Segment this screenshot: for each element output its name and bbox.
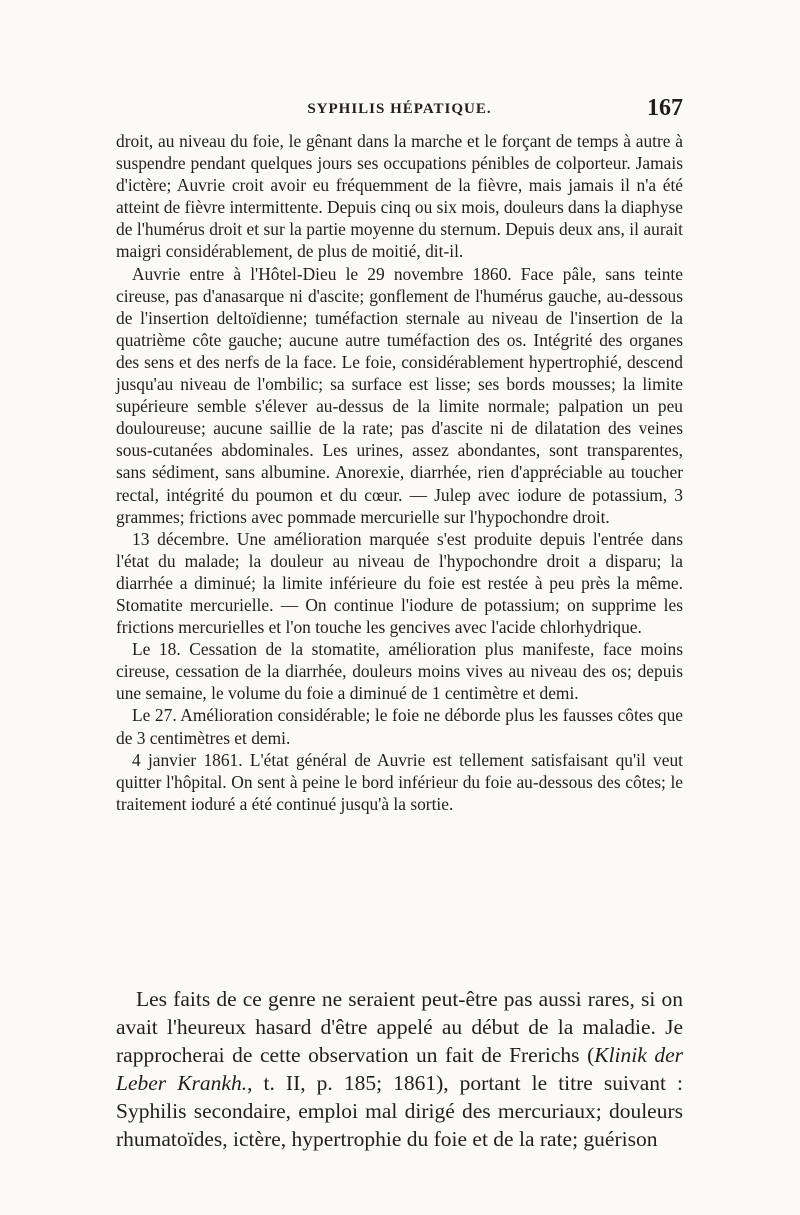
running-title: SYPHILIS HÉPATIQUE. — [307, 101, 492, 117]
commentary-text — [116, 985, 683, 1154]
paragraph-january-4: 4 janvier 1861. L'état général de Auvrie est tellement satisfaisant qu'il veut quitter l'hôpital. On sent à peine le bord inférieur du foie au-dessous des côtes; le traitement ioduré a été continué jusqu'à la sortie. — [116, 749, 683, 814]
paragraph-admission: Auvrie entre à l'Hôtel-Dieu le 29 novembre 1860. Face pâle, sans teinte cireuse, pas d'anasarque ni d'ascite; gonflement de l'humérus gauche, au-dessous de l'insertion deltoïdienne; tuméfaction sternale au niveau de l'insertion de la quatrième côte gauche; aucune autre tuméfaction des os. Intégrité des organes des sens et des nerfs de la face. Le foie, considérablement hypertrophié, descend jusqu'au niveau de l'ombilic; sa surface est lisse; ses bords mousses; la limite supérieure semble s'élever au-dessus de la limite normale; palpation un peu douloureuse; aucune saillie de la rate; pas d'ascite ni de dilatation des veines sous-cutanées abdominales. Les urines, assez abondantes, sont transparentes, sans sédiment, sans albumine. Anorexie, diarrhée, rien d'appréciable au toucher rectal, intégrité du poumon et du cœur. — Julep avec iodure de potassium, 3 grammes; frictions avec pommade mercurielle sur l'hypochondre droit. — [116, 263, 683, 527]
case-observation — [116, 130, 683, 815]
citation-title: Klinik der Leber Krankh. — [116, 1043, 683, 1096]
paragraph-day-27: Le 27. Amélioration considérable; le foie ne déborde plus les fausses côtes que de 3 centimètres et demi. — [116, 705, 683, 748]
commentary-part-1: Les faits de ce genre ne seraient peut-être pas aussi rares, si on avait l'heureux hasard d'être appelé au début de la maladie. Je rapprocherai de cette observation un fait de Frerichs ( — [116, 987, 683, 1068]
commentary-part-2: , t. II, p. 185; 1861), portant le titre suivant : Syphilis secondaire, emploi mal dirigé des mercuriaux; douleurs rhumatoïdes, ictère, hypertrophie du foie et de la rate; guérison — [116, 1071, 683, 1152]
page-number: 167 — [647, 95, 683, 121]
page-header — [116, 95, 683, 127]
paragraph-day-18: Le 18. Cessation de la stomatite, amélioration plus manifeste, face moins cireuse, cessation de la diarrhée, douleurs moins vives au niveau des os; depuis une semaine, le volume du foie a diminué de 1 centimètre et demi. — [116, 639, 683, 704]
paragraph-december-13: 13 décembre. Une amélioration marquée s'est produite depuis l'entrée dans l'état du malade; la douleur au niveau de l'hypochondre droit a disparu; la diarrhée a diminué; la limite inférieure du foie est restée à peu près la même. Stomatite mercurielle. — On continue l'iodure de potassium; on supprime les frictions mercurielles et l'on touche les gencives avec l'acide chlorhydrique. — [116, 528, 683, 638]
paragraph-continuation: droit, au niveau du foie, le gênant dans la marche et le forçant de temps à autre à suspendre pendant quelques jours ses occupations pénibles de colporteur. Jamais d'ictère; Auvrie croit avoir eu fréquemment de la fièvre, mais jamais il n'a été atteint de fièvre intermittente. Depuis cinq ou six mois, douleurs dans la diaphyse de l'humérus droit et sur la partie moyenne du sternum. Depuis deux ans, il aurait maigri considérablement, de plus de moitié, dit-il. — [116, 131, 683, 262]
commentary-paragraph — [116, 985, 683, 1154]
